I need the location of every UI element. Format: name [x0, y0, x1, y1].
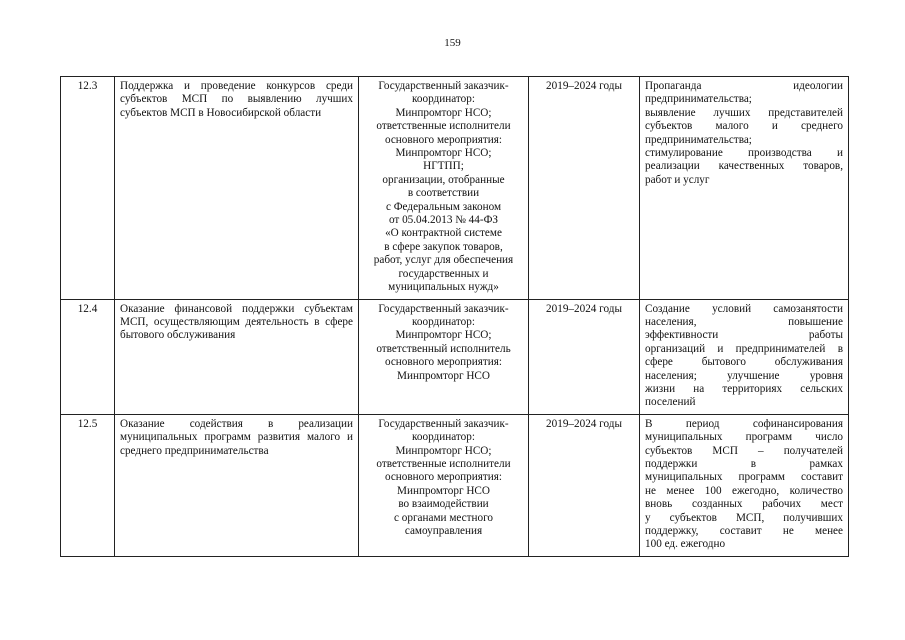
outcome-line: организаций и предпринимателей в — [645, 342, 843, 355]
responsible-line: государственных и — [398, 267, 489, 280]
expected-outcome — [640, 77, 849, 300]
measure-number: 12.3 — [61, 77, 115, 300]
responsible-line: координатор: — [412, 431, 475, 444]
responsible-line: муниципальных нужд» — [388, 281, 499, 294]
responsible-line: координатор: — [412, 93, 475, 106]
responsible-line: самоуправления — [404, 525, 483, 537]
outcome-line: 100 ед. ежегодно — [645, 538, 726, 551]
responsible-line: Минпромторг НСО; — [395, 106, 492, 119]
outcome-line: субъектов МСП – получателей — [645, 444, 843, 457]
outcome-line: населения; улучшение уровня — [645, 369, 843, 382]
responsible-line: с органами местного — [394, 511, 493, 524]
outcome-line: реализации качественных товаров, — [645, 160, 843, 173]
responsible-line: во взаимодействии — [398, 498, 489, 511]
responsible-line: координатор: — [412, 315, 475, 328]
outcome-line: субъектов малого и среднего — [645, 120, 843, 133]
responsible-line: основного мероприятия: — [384, 133, 503, 146]
outcome-line: муниципальных программ составит — [645, 471, 843, 484]
responsible-line: в соответствии — [407, 187, 480, 200]
outcome-line: не менее 100 ежегодно, количество — [645, 484, 843, 497]
table-row — [61, 299, 849, 414]
responsible-line: Государственный заказчик- — [378, 80, 509, 92]
outcome-line: у субъектов МСП, получивших — [645, 511, 843, 524]
outcome-line: предпринимательства; — [645, 93, 752, 106]
responsible-executors — [359, 77, 529, 300]
responsible-line: Минпромторг НСО — [397, 484, 490, 497]
measures-table — [60, 76, 849, 557]
responsible-line: Минпромторг НСО; — [395, 329, 492, 342]
responsible-line: Минпромторг НСО; — [395, 147, 492, 160]
measure-name: Поддержка и проведение конкурсов среди субъектов МСП по выявлению лучших субъектов МСП в Новосибирской области — [115, 77, 359, 300]
responsible-line: основного мероприятия: — [384, 471, 503, 484]
responsible-line: Минпромторг НСО — [397, 369, 490, 382]
outcome-line: сфере бытового обслуживания — [645, 356, 843, 369]
outcome-line: поддержки в рамках — [645, 457, 843, 470]
outcome-line: эффективности работы — [645, 329, 843, 342]
measure-number: 12.4 — [61, 299, 115, 414]
expected-outcome — [640, 414, 849, 556]
expected-outcome — [640, 299, 849, 414]
outcome-line: населения, повышение — [645, 315, 843, 328]
outcome-line: В период софинансирования — [645, 417, 843, 430]
outcome-line: поддержку, составит не менее — [645, 525, 843, 537]
responsible-executors — [359, 414, 529, 556]
responsible-line: в сфере закупок товаров, — [384, 240, 503, 253]
outcome-line: Пропаганда идеологии — [645, 80, 843, 92]
table-row — [61, 414, 849, 556]
page-number: 159 — [444, 37, 461, 49]
implementation-period: 2019–2024 годы — [529, 414, 640, 556]
implementation-period: 2019–2024 годы — [529, 77, 640, 300]
measure-number: 12.5 — [61, 414, 115, 556]
outcome-line: Создание условий самозанятости — [645, 302, 843, 315]
responsible-line: работ, услуг для обеспечения — [373, 254, 514, 267]
responsible-line: Минпромторг НСО; — [395, 444, 492, 457]
responsible-line: «О контрактной системе — [385, 227, 502, 240]
outcome-line: муниципальных программ число — [645, 431, 843, 444]
outcome-line: вновь созданных рабочих мест — [645, 498, 843, 511]
outcome-line: стимулирование производства и — [645, 147, 843, 160]
responsible-line: организации, отобранные — [382, 173, 505, 186]
outcome-line: выявление лучших представителей — [645, 106, 843, 119]
outcome-line: работ и услуг — [645, 173, 710, 186]
responsible-line: Государственный заказчик- — [378, 302, 509, 315]
responsible-line: Государственный заказчик- — [378, 417, 509, 430]
responsible-executors — [359, 299, 529, 414]
table-row — [61, 77, 849, 300]
responsible-line: от 05.04.2013 № 44-ФЗ — [388, 214, 499, 227]
responsible-line: с Федеральным законом — [385, 200, 502, 213]
implementation-period: 2019–2024 годы — [529, 299, 640, 414]
responsible-line: ответственный исполнитель — [376, 342, 511, 355]
outcome-line: предпринимательства; — [645, 133, 752, 146]
outcome-line: поселений — [645, 396, 696, 409]
responsible-line: НГТПП; — [423, 160, 464, 173]
responsible-line: ответственные исполнители — [376, 457, 511, 470]
responsible-line: ответственные исполнители — [376, 120, 511, 133]
measure-name: Оказание содействия в реализации муниципальных программ развития малого и среднего предпринимательства — [115, 414, 359, 556]
measure-name: Оказание финансовой поддержки субъектам МСП, осуществляющим деятельность в сфере бытового обслуживания — [115, 299, 359, 414]
responsible-line: основного мероприятия: — [384, 356, 503, 369]
outcome-line: жизни на территориях сельских — [645, 382, 843, 395]
